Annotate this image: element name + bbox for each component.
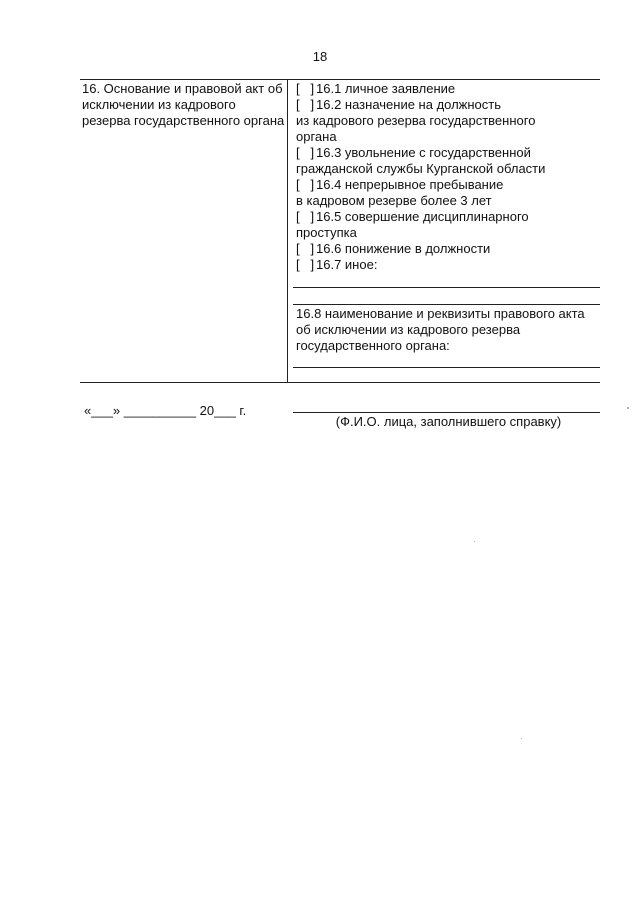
reason-option xyxy=(296,81,601,97)
reason-option xyxy=(296,177,601,209)
reason-option-label: 16.5 совершение дисциплинарного xyxy=(316,209,529,224)
reason-option-text xyxy=(296,97,601,113)
reason-option-label: из кадрового резерва государственного xyxy=(296,113,536,128)
checkbox-brackets: [ ] xyxy=(296,257,315,272)
table-bottom-border xyxy=(80,382,600,383)
reason-option-text xyxy=(296,241,601,257)
reason-option xyxy=(296,257,601,273)
scan-speck xyxy=(521,738,522,739)
reason-option xyxy=(296,241,601,257)
reason-option-text xyxy=(296,81,601,97)
scan-speck xyxy=(474,541,475,542)
date-field: «___» __________ 20___ г. xyxy=(84,403,247,418)
reason-option-continuation xyxy=(296,225,601,241)
reason-option-continuation xyxy=(296,193,601,209)
signature-line xyxy=(293,412,600,413)
reason-option-label: 16.1 личное заявление xyxy=(316,81,456,96)
option-separator-line xyxy=(293,304,600,305)
reason-option-continuation xyxy=(296,129,601,145)
reason-option-label: гражданской службы Курганской области xyxy=(296,161,546,176)
checkbox-brackets: [ ] xyxy=(296,81,315,96)
checkbox-brackets: [ ] xyxy=(296,209,315,224)
reason-option-text xyxy=(296,257,601,273)
legal-act-requisites-label: 16.8 наименование и реквизиты правового акта об исключении из кадрового резерва государственного органа: xyxy=(296,306,585,353)
scan-speck xyxy=(627,407,629,409)
legal-act-blank-line xyxy=(293,367,600,368)
reason-option-label: в кадровом резерве более 3 лет xyxy=(296,193,492,208)
reason-option-label: органа xyxy=(296,129,337,144)
reason-option-label: 16.7 иное: xyxy=(316,257,378,272)
reason-option-label: 16.2 назначение на должность xyxy=(316,97,502,112)
reason-option xyxy=(296,209,601,241)
reason-option-text xyxy=(296,145,601,161)
reason-option-text xyxy=(296,209,601,225)
table-column-divider xyxy=(287,79,288,383)
checkbox-brackets: [ ] xyxy=(296,97,315,112)
reason-option xyxy=(296,97,601,145)
checkbox-brackets: [ ] xyxy=(296,241,315,256)
row-16-label: 16. Основание и правовой акт об исключении из кадрового резерва государственного органа xyxy=(82,81,285,128)
reason-option-label: 16.4 непрерывное пребывание xyxy=(316,177,504,192)
reason-option-continuation xyxy=(296,113,601,129)
checkbox-brackets: [ ] xyxy=(296,177,315,192)
table-top-border xyxy=(80,79,600,80)
reason-option-label: 16.3 увольнение с государственной xyxy=(316,145,531,160)
row-16-options xyxy=(296,81,601,273)
checkbox-brackets: [ ] xyxy=(296,145,315,160)
reason-option xyxy=(296,145,601,177)
signature-caption: (Ф.И.О. лица, заполнившего справку) xyxy=(335,414,562,429)
reason-option-continuation xyxy=(296,161,601,177)
reason-option-label: проступка xyxy=(296,225,357,240)
page-number: 18 xyxy=(312,49,328,64)
other-reason-blank-line xyxy=(293,287,600,288)
reason-option-text xyxy=(296,177,601,193)
reason-option-label: 16.6 понижение в должности xyxy=(316,241,491,256)
